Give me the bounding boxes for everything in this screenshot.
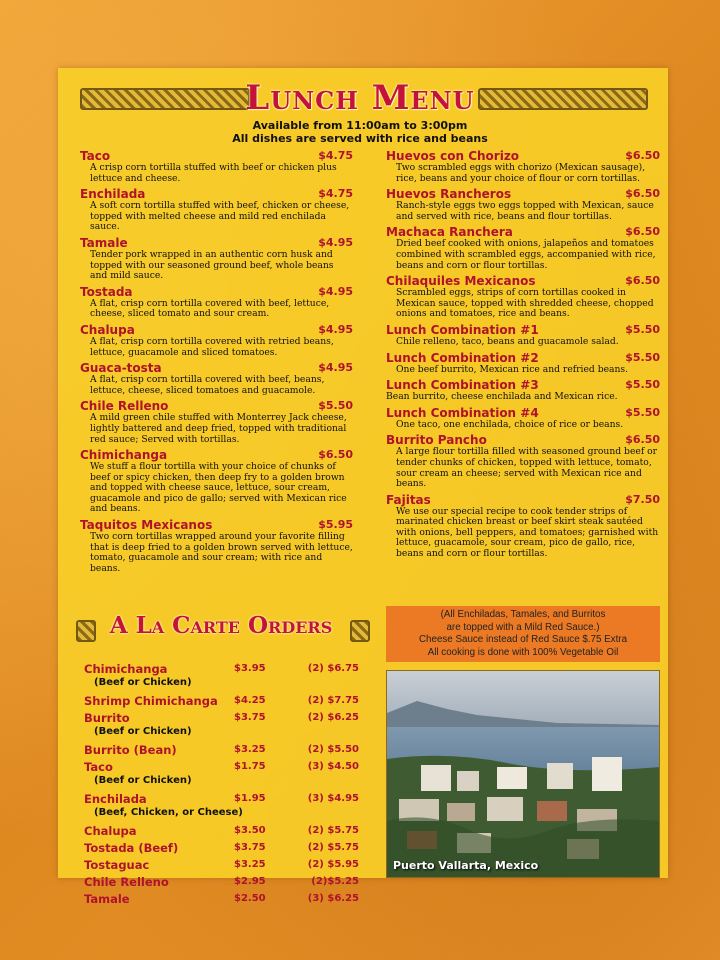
- menu-item-name: Taquitos Mexicanos: [80, 518, 213, 533]
- menu-item: [386, 433, 660, 489]
- a-la-carte-price: $3.75: [234, 842, 266, 853]
- menu-item-description: One taco, one enchilada, choice of rice or beans.: [396, 418, 624, 430]
- menu-item-name: Huevos Rancheros: [386, 187, 512, 202]
- a-la-carte-item-name: Chile Relleno: [84, 874, 169, 889]
- menu-item-price: $5.50: [318, 399, 353, 413]
- menu-item-description: We stuff a flour tortilla with your choice of chunks of beef or spicy chicken, then deep fry to a golden brown and topped with cheese sauce, lettuce, sour cream, guacamole and pico de gallo; served with Mexican rice and beans.: [90, 461, 347, 515]
- a-la-carte-row: [84, 660, 359, 677]
- menu-item-name: Chalupa: [80, 322, 135, 337]
- right-menu-column: [386, 149, 660, 563]
- a-la-carte-row: [84, 856, 359, 873]
- a-la-carte-item-name: Enchilada: [84, 791, 147, 806]
- menu-item-price: $6.50: [625, 187, 660, 201]
- menu-item-name: Lunch Combination #4: [386, 405, 539, 420]
- menu-item: [386, 406, 660, 431]
- puerto-vallarta-photo: [386, 670, 660, 878]
- photo-caption: Puerto Vallarta, Mexico: [393, 859, 539, 872]
- menu-item-price: $7.50: [625, 492, 660, 506]
- a-la-carte-item-name: Chalupa: [84, 823, 137, 838]
- a-la-carte-item-name: Burrito (Bean): [84, 742, 177, 757]
- menu-item-description: Chile relleno, taco, beans and guacamole salad.: [396, 335, 619, 347]
- menu-item-description: Scrambled eggs, strips of corn tortillas cooked in Mexican sauce, topped with shredded cheese, chopped onions and tomatoes, rice and beans.: [396, 287, 654, 320]
- menu-item: [80, 361, 353, 396]
- a-la-carte-price: $2.95: [234, 876, 266, 887]
- a-la-carte-note: (Beef or Chicken): [94, 677, 192, 688]
- a-la-carte-row: [84, 709, 359, 726]
- menu-item-name: Tostada: [80, 284, 133, 299]
- a-la-carte-multi-price: (2) $5.50: [307, 744, 359, 755]
- menu-item-description: A mild green chile stuffed with Monterrey Jack cheese, lightly battered and deep fried, topped with traditional red sauce; Served with tortillas.: [90, 412, 347, 445]
- a-la-carte-multi-price: (2) $5.75: [307, 825, 359, 836]
- a-la-carte-price: $3.25: [234, 744, 266, 755]
- menu-item: [386, 351, 660, 376]
- menu-item-description: Ranch-style eggs two eggs topped with Mexican, sauce and served with rice, beans and flour tortillas.: [396, 200, 654, 222]
- menu-item: [386, 225, 660, 271]
- note-line: Cheese Sauce instead of Red Sauce $.75 Extra: [418, 634, 628, 645]
- menu-item: [386, 274, 660, 320]
- menu-item-description: Tender pork wrapped in an authentic corn husk and topped with our seasoned ground beef, whole beans and mild sauce.: [90, 248, 334, 282]
- menu-item: [386, 378, 660, 403]
- page-title: Lunch Menu: [245, 78, 475, 118]
- a-la-carte-price: $2.50: [234, 893, 266, 904]
- a-la-carte-row: [84, 790, 359, 807]
- menu-item-name: Huevos con Chorizo: [386, 149, 520, 163]
- a-la-carte-item-name: Shrimp Chimichanga: [84, 693, 218, 708]
- menu-item-price: $5.50: [625, 350, 660, 364]
- menu-item-name: Machaca Ranchera: [386, 225, 513, 240]
- a-la-carte-price: $3.25: [234, 859, 266, 870]
- menu-item-description: Bean burrito, cheese enchilada and Mexican rice.: [386, 391, 618, 403]
- a-la-carte-price: $4.25: [234, 695, 266, 706]
- menu-item-price: $5.50: [625, 405, 660, 419]
- menu-item-price: $4.95: [318, 322, 353, 336]
- menu-item-name: Enchilada: [80, 187, 146, 202]
- a-la-carte-note: (Beef, Chicken, or Cheese): [94, 807, 243, 818]
- a-la-carte-item-name: Taco: [84, 759, 113, 774]
- menu-item: [80, 399, 353, 445]
- a-la-carte-multi-price: (3) $4.95: [307, 793, 359, 804]
- menu-item-price: $5.50: [625, 322, 660, 336]
- a-la-carte-multi-price: (3) $4.50: [307, 761, 359, 772]
- menu-item: [386, 323, 660, 348]
- a-la-carte-row: [84, 741, 359, 758]
- menu-item-price: $4.95: [318, 235, 353, 249]
- menu-item: [80, 323, 353, 358]
- a-la-carte-note: (Beef or Chicken): [94, 726, 192, 737]
- notes-box: [386, 606, 660, 662]
- menu-item-price: $4.75: [318, 187, 353, 201]
- menu-item: [80, 285, 353, 320]
- a-la-carte-price: $3.75: [234, 712, 266, 723]
- note-line: All cooking is done with 100% Vegetable Oil: [427, 646, 619, 658]
- menu-item-price: $4.95: [318, 361, 353, 375]
- menu-item-description: A flat, crisp corn tortilla covered with beef, lettuce, cheese, sliced tomato and sour cream.: [90, 297, 330, 320]
- a-la-carte-row: [84, 692, 359, 709]
- a-la-carte-multi-price: (2)$5.25: [311, 876, 359, 887]
- menu-item-price: $6.50: [625, 433, 660, 447]
- note-line: are topped with a Mild Red Sauce.): [446, 621, 600, 633]
- a-la-carte-item-name: Tamale: [84, 891, 130, 906]
- menu-item: [80, 448, 353, 515]
- a-la-carte-multi-price: (2) $6.25: [307, 712, 359, 723]
- menu-item-price: $4.95: [318, 284, 353, 298]
- a-la-carte-price: $3.95: [234, 663, 266, 674]
- a-la-carte-row: [84, 758, 359, 775]
- a-la-carte-item-name: Tostada (Beef): [84, 840, 179, 855]
- a-la-carte-row: [84, 839, 359, 856]
- a-la-carte-item-name: Burrito: [84, 710, 130, 725]
- menu-item-description: Two scrambled eggs with chorizo (Mexican sausage), rice, beans and your choice of flour or corn tortillas.: [396, 162, 646, 184]
- a-la-carte-price: $1.95: [234, 793, 266, 804]
- a-la-carte-multi-price: (2) $6.75: [307, 663, 359, 674]
- menu-item-name: Chimichanga: [80, 448, 168, 463]
- menu-item-price: $5.50: [625, 378, 660, 392]
- menu-item: [386, 187, 660, 222]
- a-la-carte-note: (Beef or Chicken): [94, 775, 192, 786]
- menu-item-price: $6.50: [625, 149, 660, 162]
- menu-item-description: A large flour tortilla filled with seasoned ground beef or tender chunks of chicken, topped with lettuce, tomato, sour cream an cheese; served with Mexican rice and beans.: [396, 446, 658, 490]
- a-la-carte-multi-price: (2) $7.75: [307, 695, 359, 706]
- left-menu-column: [80, 149, 353, 577]
- menu-item: [386, 149, 660, 184]
- menu-item: [386, 493, 660, 560]
- menu-item-price: $6.50: [625, 225, 660, 239]
- menu-item-name: Lunch Combination #2: [386, 350, 539, 365]
- menu-item-description: A flat, crisp corn tortilla covered with beef, beans, lettuce, cheese, sliced tomatoes and guacamole.: [90, 374, 325, 396]
- menu-item-name: Taco: [80, 149, 111, 163]
- a-la-carte-row: [84, 822, 359, 839]
- note-line: (All Enchiladas, Tamales, and Burritos: [440, 609, 606, 620]
- menu-item-description: A crisp corn tortilla stuffed with beef or chicken plus lettuce and cheese.: [90, 162, 337, 184]
- a-la-carte-price: $3.50: [234, 825, 266, 836]
- a-la-carte-multi-price: (3) $6.25: [307, 893, 359, 904]
- a-la-carte-row: [84, 873, 359, 890]
- a-la-carte-price: $1.75: [234, 761, 266, 772]
- menu-item: [80, 187, 353, 233]
- menu-item-name: Burrito Pancho: [386, 433, 487, 448]
- menu-item-price: $4.75: [318, 149, 353, 162]
- menu-item-description: A soft corn tortilla stuffed with beef, chicken or cheese, topped with melted cheese and mild red enchilada sauce.: [90, 200, 350, 233]
- menu-item-price: $6.50: [318, 448, 353, 462]
- a-la-carte-multi-price: (2) $5.75: [307, 842, 359, 853]
- city-bay-illustration: [387, 671, 660, 878]
- menu-item-description: One beef burrito, Mexican rice and refried beans.: [396, 363, 629, 375]
- served-with-text: All dishes are served with rice and beans: [232, 132, 488, 145]
- menu-item-description: Dried beef cooked with onions, jalapeños and tomatoes combined with scrambled eggs, accompanied with rice, beans and corn or flour tortillas.: [396, 238, 656, 271]
- menu-item-name: Lunch Combination #1: [386, 322, 539, 337]
- a-la-carte-multi-price: (2) $5.95: [307, 859, 359, 870]
- hours-text: Available from 11:00am to 3:00pm: [252, 119, 468, 132]
- menu-item: [80, 149, 353, 184]
- menu-item-name: Guaca-tosta: [80, 361, 162, 376]
- a-la-carte-title: A La Carte Orders: [109, 612, 333, 639]
- menu-item-description: A flat, crisp corn tortilla covered with retried beans, lettuce, guacamole and sliced tomatoes.: [90, 335, 334, 358]
- menu-item-description: Two corn tortillas wrapped around your favorite filling that is deep fried to a golden brown served with lettuce, tomato, guacamole and sour cream; with rice and beans.: [90, 531, 353, 574]
- a-la-carte-item-name: Chimichanga: [84, 661, 168, 676]
- menu-item-name: Fajitas: [386, 492, 431, 507]
- menu-item-name: Chilaquiles Mexicanos: [386, 274, 536, 289]
- a-la-carte-item-name: Tostaguac: [84, 857, 150, 872]
- menu-item-name: Chile Relleno: [80, 399, 169, 414]
- menu-item-name: Lunch Combination #3: [386, 378, 539, 393]
- a-la-carte-row: [84, 890, 359, 907]
- menu-item-name: Tamale: [80, 235, 128, 250]
- a-la-carte-list: [84, 660, 359, 907]
- menu-item: [80, 518, 353, 574]
- menu-item-description: We use our special recipe to cook tender strips of marinated chicken breast or beef skirt steak sautéed with onions, bell peppers, and tomatoes; garnished with lettuce, guacamole, sour cream, pico de gallo, rice, beans and corn or flour tortillas.: [396, 505, 659, 560]
- menu-item-price: $5.95: [318, 518, 353, 532]
- menu-item: [80, 236, 353, 282]
- menu-item-price: $6.50: [625, 274, 660, 288]
